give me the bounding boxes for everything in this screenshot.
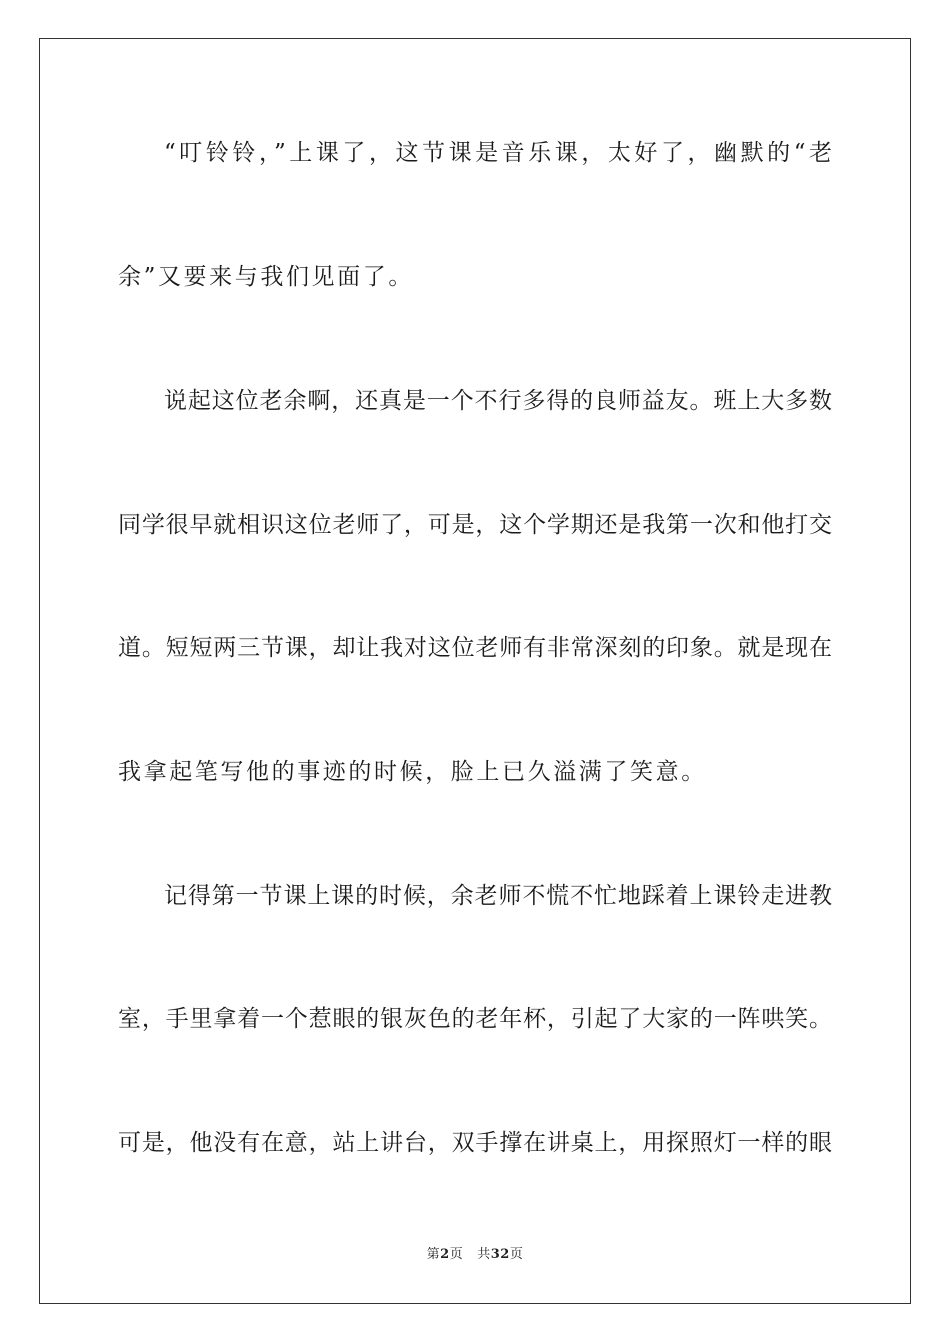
paragraph-line: 我拿起笔写他的事迹的时候，脸上已久溢满了笑意。 xyxy=(118,759,707,785)
page-footer xyxy=(0,1246,950,1264)
paragraph-line: 记得第一节课上课的时候，余老师不慌不忙地踩着上课铃走进教 xyxy=(164,883,832,909)
page-number: 2 xyxy=(440,1247,450,1262)
paragraph-line: 可是，他没有在意，站上讲台，双手撑在讲桌上，用探照灯一样的眼 xyxy=(118,1130,832,1156)
page-suffix: 页 xyxy=(449,1247,464,1262)
paragraph-line: 同学很早就相识这位老师了，可是，这个学期还是我第一次和他打交 xyxy=(118,512,832,538)
paragraph-line: 余”又要来与我们见面了。 xyxy=(118,264,414,290)
paragraph-line: 说起这位老余啊，还真是一个不行多得的良师益友。班上大多数 xyxy=(164,388,832,414)
total-prefix: 共 xyxy=(477,1247,491,1262)
paragraph-line: 道。短短两三节课，却让我对这位老师有非常深刻的印象。就是现在 xyxy=(118,635,832,661)
page-prefix: 第 xyxy=(426,1247,441,1262)
paragraph-line: 室，手里拿着一个惹眼的银灰色的老年杯，引起了大家的一阵哄笑。 xyxy=(118,1006,832,1032)
page-border xyxy=(39,38,911,1304)
total-pages: 32 xyxy=(490,1247,510,1262)
paragraph-line: “叮铃铃，”上课了，这节课是音乐课，太好了，幽默的“老 xyxy=(164,140,832,166)
total-suffix: 页 xyxy=(509,1247,524,1262)
